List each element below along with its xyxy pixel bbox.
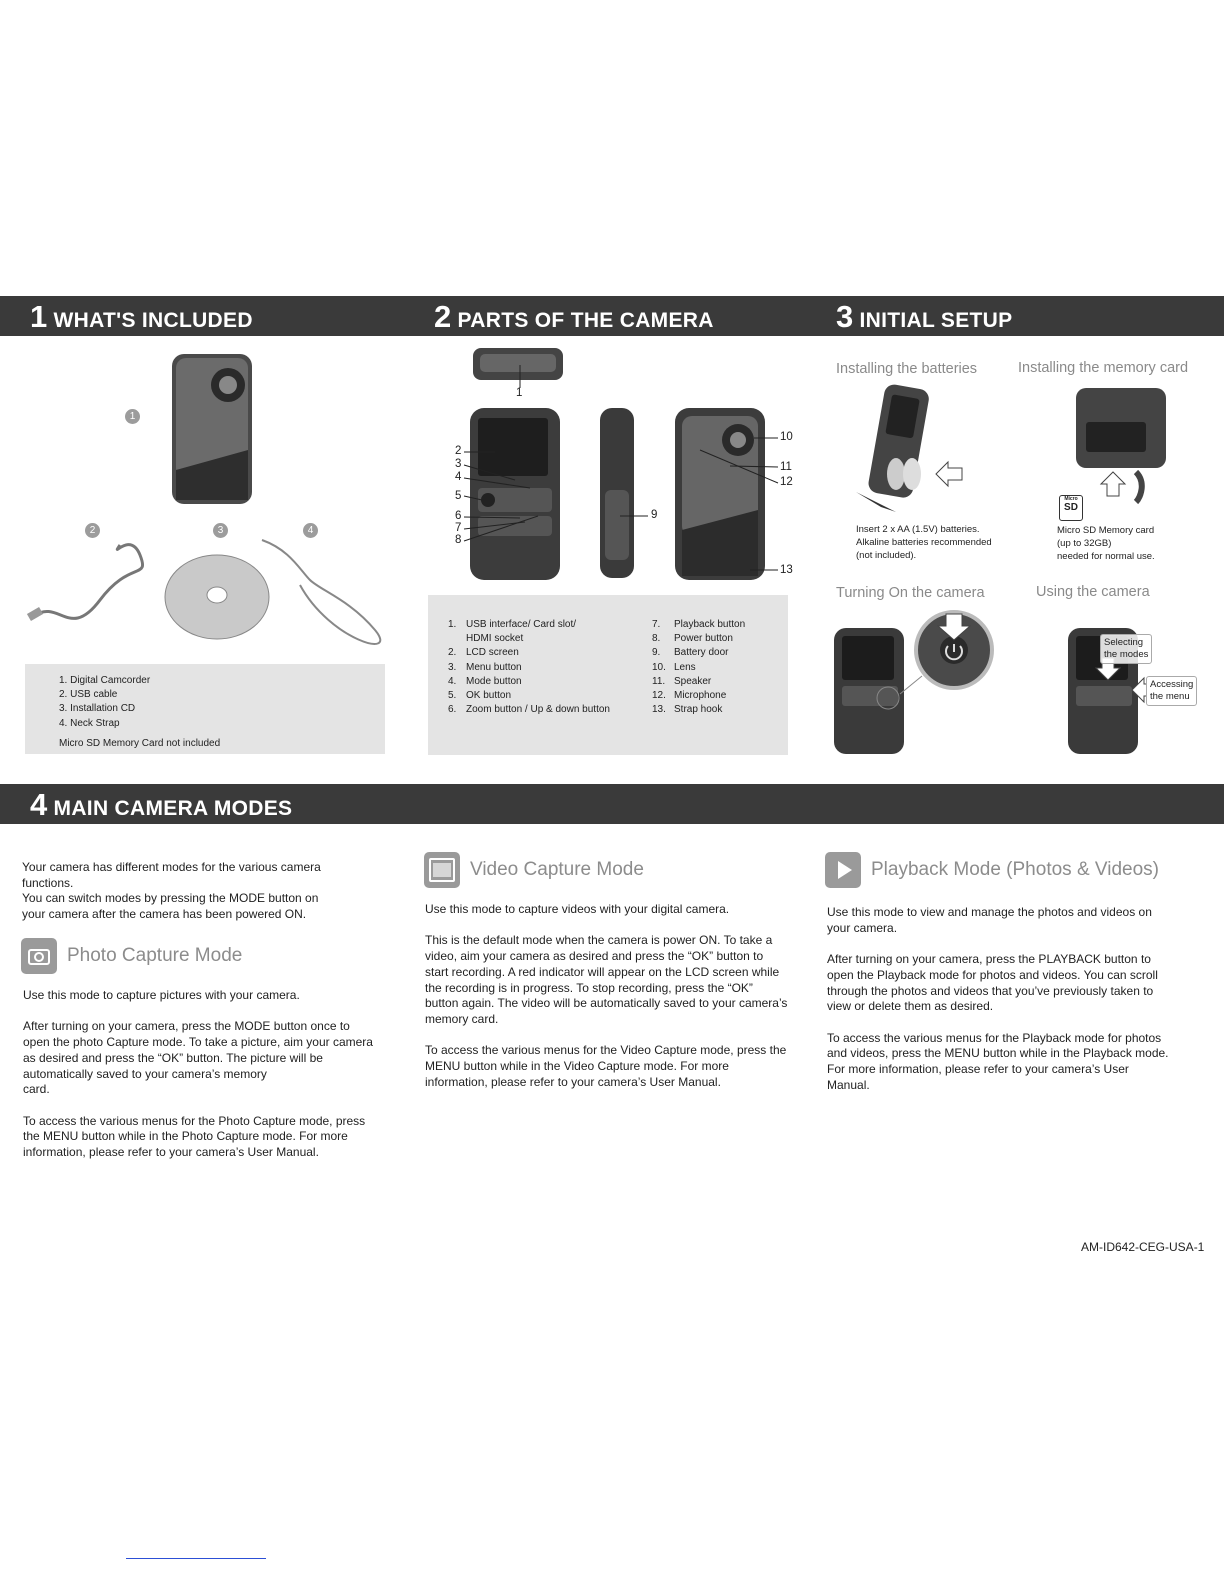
list-item: 4. Neck Strap	[59, 717, 120, 729]
list-item: 2. LCD screen	[448, 647, 519, 659]
callout-11: 11	[780, 461, 792, 473]
section-3-title: 3 INITIAL SETUP	[836, 299, 1013, 334]
footer-rule	[126, 1558, 266, 1559]
callout-12: 12	[780, 476, 793, 488]
callout-10: 10	[780, 431, 793, 443]
list-item: 8. Power button	[652, 633, 733, 645]
list-item: 5. OK button	[448, 690, 512, 702]
callout-4: 4	[455, 471, 462, 483]
video-mode-title: Video Capture Mode	[470, 859, 644, 880]
list-item: 2. USB cable	[59, 689, 118, 701]
list-item: 1. Digital Camcorder	[59, 675, 151, 686]
included-list	[59, 674, 150, 731]
video-mode-text: Use this mode to capture videos with your digital camera. This is the default mode when the camera is power ON. To take a video, aim your camera as desired and press the “OK” button to start recording. A red indicator will appear on the LCD screen while the recording is in progress. To stop recording, press the “OK” button again. The video will be automatically saved to your camera’s memory card. To access the various menus for the Video Capture mode, press the MENU button while in the Video Capture mode. For more information, please refer to your camera’s User Manual.	[425, 902, 788, 1089]
batteries-caption: Insert 2 x AA (1.5V) batteries. Alkaline batteries recommended (not included).	[856, 524, 992, 561]
film-icon	[424, 852, 460, 888]
sd-card-icon: Micro SD	[1059, 495, 1083, 521]
photo-mode-title: Photo Capture Mode	[67, 945, 243, 966]
selecting-modes-label: Selecting the modes	[1100, 634, 1152, 664]
list-item: 4. Mode button	[448, 675, 522, 687]
included-list-panel	[25, 664, 385, 754]
marker-4: 4	[303, 523, 318, 538]
memory-card-title: Installing the memory card	[1018, 360, 1189, 376]
document-code: AM-ID642-CEG-USA-1	[1081, 1240, 1205, 1254]
marker-1: 1	[125, 409, 140, 424]
list-item: 3. Menu button	[448, 661, 522, 673]
parts-list-panel	[428, 595, 788, 755]
playback-mode-header	[825, 852, 1159, 888]
section-4-title: 4 MAIN CAMERA MODES	[30, 787, 293, 822]
callout-8: 8	[455, 534, 462, 546]
cd-image	[165, 555, 269, 639]
callout-9: 9	[651, 509, 658, 521]
list-item: 1. USB interface/ Card slot/	[448, 619, 577, 630]
list-item: HDMI socket	[466, 633, 524, 645]
camera-parts-diagram	[420, 340, 800, 590]
battery-install-image	[856, 383, 962, 512]
power-on-image	[834, 612, 992, 754]
camcorder-image	[172, 354, 252, 504]
section-1-title: 1 WHAT'S INCLUDED	[30, 299, 253, 334]
video-mode-header	[424, 852, 644, 888]
list-item: 11. Speaker	[652, 675, 712, 687]
modes-intro: Your camera has different modes for the various camera functions. You can switch modes by pressing the MODE button on your camera after the camera has been powered ON.	[22, 860, 321, 922]
memory-card-install-image	[1076, 388, 1166, 502]
using-camera-title: Using the camera	[1036, 584, 1150, 600]
included-illustration	[0, 340, 400, 660]
callout-6: 6	[455, 510, 462, 522]
parts-list-left	[448, 618, 638, 717]
play-icon	[825, 852, 861, 888]
callout-5: 5	[455, 490, 462, 502]
playback-mode-text: Use this mode to view and manage the photos and videos on your camera. After turning on your camera, press the PLAYBACK button to open the Playback mode for photos and videos. You can scroll through the photos and videos that you’ve previously taken to view or delete them as desired. To access the various menus for the Playback mode for photos and videos, press the MENU button while in the Playback mode. For more information, please refer to your camera’s User Manual.	[827, 905, 1169, 1092]
accessing-menu-label: Accessing the menu	[1146, 676, 1197, 706]
list-item: 6. Zoom button / Up & down button	[448, 704, 610, 716]
list-item: 10. Lens	[652, 661, 696, 673]
section-2-title: 2 PARTS OF THE CAMERA	[434, 299, 714, 334]
marker-3: 3	[213, 523, 228, 538]
neck-strap-image	[262, 540, 380, 644]
turning-on-title: Turning On the camera	[836, 585, 985, 601]
list-item: 12. Microphone	[652, 690, 727, 702]
setup-top-illustrations	[836, 382, 1216, 542]
playback-mode-title: Playback Mode (Photos & Videos)	[871, 859, 1159, 880]
batteries-title: Installing the batteries	[836, 361, 978, 377]
camera-icon	[21, 938, 57, 974]
photo-mode-header	[21, 938, 242, 974]
memory-caption: Micro SD Memory card (up to 32GB) needed for normal use.	[1057, 525, 1155, 562]
list-item: 7. Playback button	[652, 619, 746, 630]
list-item: 13. Strap hook	[652, 704, 723, 716]
usb-cable-image	[35, 545, 143, 619]
list-item: 3. Installation CD	[59, 703, 136, 715]
photo-mode-text: Use this mode to capture pictures with your camera. After turning on your camera, press the MODE button once to open the photo Capture mode. To take a picture, aim your camera as desired and press the “OK” button. The picture will be automatically saved to your camera’s memory card. To access the various menus for the Photo Capture mode, press the MENU button while in the Photo Capture mode. For more information, please refer to your camera’s User Manual.	[23, 988, 373, 1159]
sd-not-included-note: Micro SD Memory Card not included	[59, 738, 221, 749]
callout-1: 1	[516, 387, 523, 399]
marker-2: 2	[85, 523, 100, 538]
list-item: 9. Battery door	[652, 647, 729, 659]
callout-3: 3	[455, 458, 462, 470]
callout-7: 7	[455, 522, 462, 534]
callout-13: 13	[780, 564, 793, 576]
parts-list-right	[652, 618, 782, 717]
callout-2: 2	[455, 445, 462, 457]
